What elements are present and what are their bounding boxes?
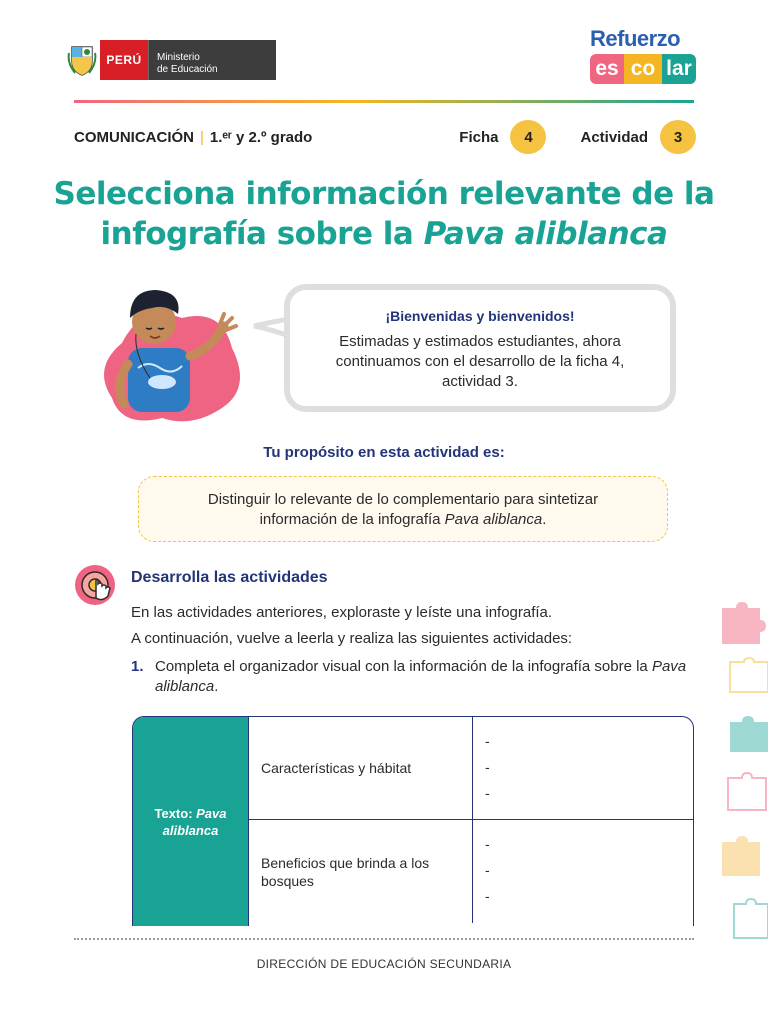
footer-divider — [74, 938, 694, 940]
answer-bullet: - — [485, 759, 490, 775]
welcome-line-1: Estimadas y estimados estudiantes, ahora — [339, 333, 621, 350]
organizer-row-label: Características y hábitat — [249, 717, 473, 819]
refuerzo-escolar-logo — [590, 26, 700, 84]
page-title — [40, 174, 728, 254]
organizer-row — [249, 820, 693, 923]
purpose-line-1: Distinguir lo relevante de lo complementario para sintetizar — [207, 491, 599, 508]
peru-label: PERÚ — [100, 40, 148, 80]
ministry-line-1: Ministerio — [157, 52, 200, 63]
purpose-line-2-plain: información de la infografía — [259, 511, 445, 528]
activities-paragraph-1: En las actividades anteriores, exploraste y leíste una infografía. — [131, 604, 553, 621]
organizer-text-label — [133, 717, 249, 926]
activity-item-text-end: . — [214, 678, 219, 695]
ficha-activity-group — [459, 120, 696, 154]
ministry-line-2: de Educación — [157, 64, 218, 75]
puzzle-piece-icon — [724, 770, 768, 818]
welcome-line-2: continuamos con el desarrollo de la ficha 4, — [335, 353, 625, 370]
title-line-2 — [40, 214, 728, 254]
organizer-answer-area[interactable] — [473, 820, 693, 923]
government-logo — [64, 40, 276, 80]
brand-bottom-text — [590, 54, 700, 84]
answer-bullet: - — [485, 733, 490, 749]
organizer-answer-area[interactable] — [473, 717, 693, 819]
title-line-2-italic: Pava aliblanca — [423, 216, 668, 252]
header-divider — [74, 100, 694, 103]
footer-text: DIRECCIÓN DE EDUCACIÓN SECUNDARIA — [256, 957, 512, 971]
welcome-title: ¡Bienvenidas y bienvenidos! — [385, 308, 575, 324]
welcome-line-3: actividad 3. — [442, 373, 518, 390]
title-line-1: Selecciona información relevante de la — [53, 176, 715, 212]
organizer-row-label: Beneficios que brinda a los bosques — [249, 820, 473, 923]
puzzle-piece-icon — [726, 656, 768, 700]
purpose-heading: Tu propósito en esta actividad es: — [263, 444, 505, 461]
answer-bullet: - — [485, 862, 490, 878]
activity-item-text-italic: Pava aliblanca — [155, 658, 687, 695]
activity-label: Actividad — [580, 128, 648, 146]
purpose-line-2 — [139, 510, 667, 530]
brand-lar: lar — [662, 54, 696, 84]
visual-organizer — [132, 716, 694, 926]
activities-heading: Desarrolla las actividades — [131, 569, 328, 586]
activity-item-1 — [131, 657, 701, 697]
puzzle-piece-icon — [718, 834, 766, 882]
answer-bullet: - — [485, 888, 490, 904]
puzzle-piece-icon — [730, 896, 768, 944]
activity-item-text — [155, 657, 701, 697]
answer-bullet: - — [485, 836, 490, 852]
welcome-speech-bubble — [284, 284, 676, 412]
organizer-text-italic: Pava aliblanca — [162, 806, 227, 838]
subject-meta-row — [74, 120, 696, 154]
meta-separator: | — [200, 128, 204, 146]
answer-bullet: - — [485, 785, 490, 801]
brand-top-text: Refuerzo — [590, 26, 681, 51]
activities-paragraph-2: A continuación, vuelve a leerla y realiza las siguientes actividades: — [131, 630, 573, 647]
activity-item-text-plain: Completa el organizador visual con la información de la infografía sobre la — [155, 658, 652, 675]
subject-label: COMUNICACIÓN — [74, 128, 194, 146]
grade-label: 1.ᵉʳ y 2.º grado — [209, 128, 313, 146]
organizer-text-prefix: Texto: — [154, 806, 197, 821]
organizer-row — [249, 717, 693, 820]
pointer-hand-icon — [72, 564, 120, 606]
brand-es: es — [590, 54, 624, 84]
ficha-number-badge: 4 — [510, 120, 546, 154]
purpose-line-2-italic: Pava aliblanca — [444, 511, 543, 528]
purpose-box — [138, 476, 668, 542]
peru-coat-of-arms-icon — [64, 40, 100, 80]
student-illustration — [92, 278, 262, 426]
title-line-2-plain: infografía sobre la — [100, 216, 424, 252]
puzzle-piece-icon — [726, 714, 768, 760]
activity-number-badge: 3 — [660, 120, 696, 154]
activity-item-number: 1. — [131, 658, 144, 675]
brand-co: co — [624, 54, 662, 84]
puzzle-piece-icon — [718, 600, 766, 648]
ministry-label — [148, 40, 276, 80]
purpose-line-2-end: . — [542, 511, 547, 528]
ficha-label: Ficha — [459, 128, 499, 146]
